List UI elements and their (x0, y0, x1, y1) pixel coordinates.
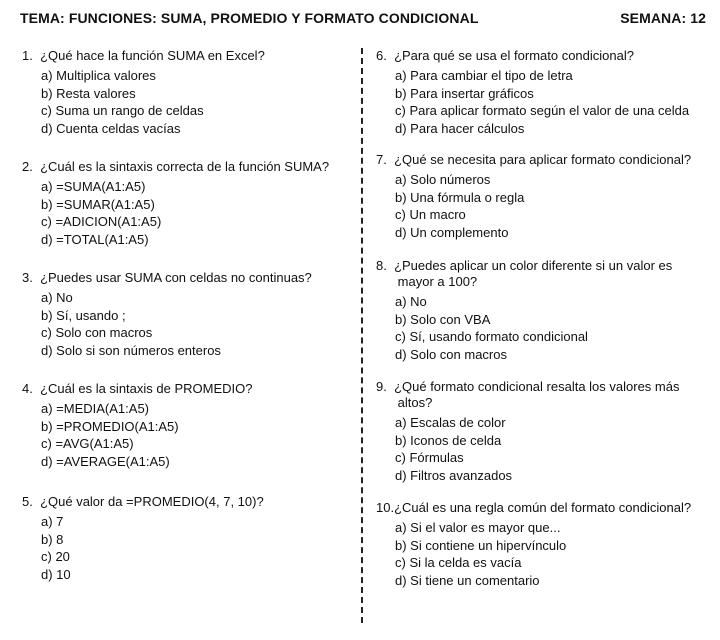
option-c[interactable]: c) Si la celda es vacía (395, 555, 522, 570)
question-text: 9. ¿Qué formato condicional resalta los valores más altos? (376, 379, 680, 410)
option-b[interactable]: b) =PROMEDIO(A1:A5) (41, 418, 179, 434)
column-divider (361, 48, 363, 623)
option-b[interactable]: b) Solo con VBA (395, 311, 491, 327)
week-label: SEMANA: 12 (620, 10, 706, 26)
option-b[interactable]: b) Resta valores (41, 85, 136, 101)
option-a[interactable]: a) Solo números (395, 172, 491, 187)
option-c[interactable]: c) Un macro (395, 207, 466, 222)
option-b[interactable]: b) 8 (41, 531, 64, 547)
option-list (376, 171, 712, 241)
worksheet-header (20, 10, 706, 26)
question-text: 8. ¿Puedes aplicar un color diferente si un valor es mayor a 100? (376, 258, 673, 289)
option-c[interactable]: c) =AVG(A1:A5) (41, 436, 134, 451)
option-d[interactable]: d) Solo con macros (395, 346, 507, 362)
question-block (376, 48, 712, 137)
option-c[interactable]: c) 20 (41, 549, 70, 564)
option-d[interactable]: d) Solo si son números enteros (41, 342, 221, 358)
option-b[interactable]: b) Para insertar gráficos (395, 85, 534, 101)
option-list (376, 293, 712, 363)
option-d[interactable]: d) Si tiene un comentario (395, 572, 540, 588)
option-b[interactable]: b) Sí, usando ; (41, 307, 126, 323)
option-list (22, 67, 352, 137)
question-block (22, 381, 352, 470)
option-list (376, 67, 712, 137)
option-d[interactable]: d) Cuenta celdas vacías (41, 120, 181, 136)
question-block (22, 494, 352, 583)
option-c[interactable]: c) Fórmulas (395, 450, 464, 465)
option-d[interactable]: d) Filtros avanzados (395, 467, 513, 483)
option-c[interactable]: c) Solo con macros (41, 325, 153, 340)
question-block (22, 159, 352, 248)
option-a[interactable]: a) =SUMA(A1:A5) (41, 179, 146, 194)
question-block (376, 379, 712, 484)
option-a[interactable]: a) Si el valor es mayor que... (395, 520, 561, 535)
option-b[interactable]: b) Iconos de celda (395, 432, 502, 448)
question-text: 1. ¿Qué hace la función SUMA en Excel? (22, 48, 265, 63)
option-b[interactable]: b) Una fórmula o regla (395, 189, 525, 205)
option-list (22, 400, 352, 470)
question-text: 5. ¿Qué valor da =PROMEDIO(4, 7, 10)? (22, 494, 264, 509)
option-a[interactable]: a) Multiplica valores (41, 68, 156, 83)
question-block (376, 152, 712, 241)
question-text: 6. ¿Para qué se usa el formato condicional? (376, 48, 634, 63)
option-c[interactable]: c) Para aplicar formato según el valor de una celda (395, 103, 690, 118)
option-list (376, 414, 712, 484)
option-list (22, 289, 352, 359)
question-text: 3. ¿Puedes usar SUMA con celdas no continuas? (22, 270, 312, 285)
question-block (376, 500, 712, 589)
option-a[interactable]: a) 7 (41, 514, 64, 529)
question-text: 7. ¿Qué se necesita para aplicar formato condicional? (376, 152, 692, 167)
option-b[interactable]: b) Si contiene un hipervínculo (395, 537, 567, 553)
option-d[interactable]: d) Para hacer cálculos (395, 120, 525, 136)
option-list (376, 519, 712, 589)
question-text: 10.¿Cuál es una regla común del formato condicional? (376, 500, 692, 515)
option-d[interactable]: d) Un complemento (395, 224, 509, 240)
option-a[interactable]: a) No (41, 290, 73, 305)
option-a[interactable]: a) Para cambiar el tipo de letra (395, 68, 573, 83)
question-text: 2. ¿Cuál es la sintaxis correcta de la función SUMA? (22, 159, 330, 174)
option-list (22, 178, 352, 248)
option-b[interactable]: b) =SUMAR(A1:A5) (41, 196, 155, 212)
option-a[interactable]: a) No (395, 294, 427, 309)
option-list (22, 513, 352, 583)
option-d[interactable]: d) =AVERAGE(A1:A5) (41, 453, 170, 469)
question-block (376, 258, 712, 363)
question-text: 4. ¿Cuál es la sintaxis de PROMEDIO? (22, 381, 253, 396)
option-c[interactable]: c) =ADICION(A1:A5) (41, 214, 162, 229)
option-c[interactable]: c) Sí, usando formato condicional (395, 329, 588, 344)
option-d[interactable]: d) =TOTAL(A1:A5) (41, 231, 149, 247)
option-d[interactable]: d) 10 (41, 566, 71, 582)
option-a[interactable]: a) Escalas de color (395, 415, 506, 430)
question-block (22, 48, 352, 137)
option-a[interactable]: a) =MEDIA(A1:A5) (41, 401, 150, 416)
question-block (22, 270, 352, 359)
option-c[interactable]: c) Suma un rango de celdas (41, 103, 204, 118)
topic-title: TEMA: FUNCIONES: SUMA, PROMEDIO Y FORMATO CONDICIONAL (20, 10, 479, 26)
